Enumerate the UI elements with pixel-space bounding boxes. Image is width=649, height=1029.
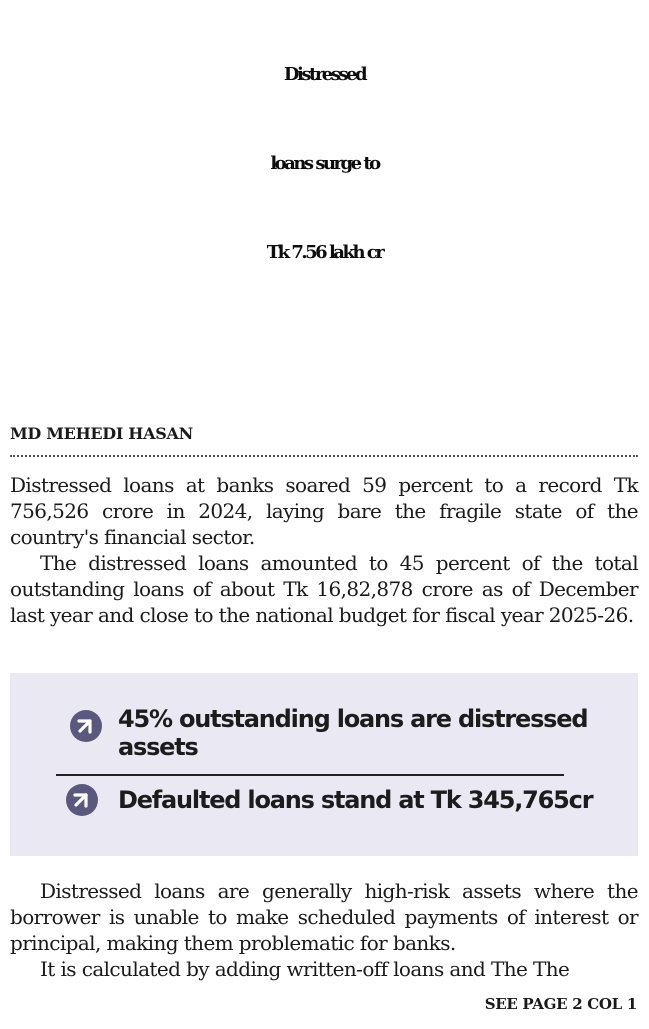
subheadline-line-1 — [0, 306, 649, 354]
body-paragraph-1: Distressed loans are generally high-risk assets where the borrower is unable to make scheduled payments of interest or principal, making them problematic for banks. — [10, 879, 638, 955]
intro-paragraph-2: The distressed loans amounted to 45 percent of the total outstanding loans of about Tk 16,82,878 crore as of December last year and close to the national budget for fiscal year 2025-26. — [10, 551, 638, 627]
body-text — [10, 878, 638, 982]
arrow-circle-icon — [66, 784, 98, 816]
intro-text — [10, 472, 638, 628]
highlight-divider — [56, 774, 564, 776]
byline: MD MEHEDI HASAN — [10, 424, 193, 443]
highlight-item-1: 45% outstanding loans are distressed assets — [118, 705, 588, 761]
highlights-box — [10, 673, 638, 856]
subheadline-line-2 — [0, 354, 649, 402]
body-paragraph-2: It is calculated by adding written-off loans and The The — [40, 957, 570, 981]
arrow-circle-icon — [70, 710, 102, 742]
highlight-item-2: Defaulted loans stand at Tk 345,765cr — [118, 786, 593, 814]
subheadline — [0, 306, 649, 402]
intro-paragraph-1: Distressed loans at banks soared 59 percent to a record Tk 756,526 crore in 2024, laying bare the fragile state of the country's financial sector. — [10, 473, 638, 549]
headline-line-2: loans surge to — [270, 153, 379, 174]
dotted-divider — [10, 455, 638, 457]
headline-line-1: Distressed — [283, 64, 366, 85]
continuation-note: SEE PAGE 2 COL 1 — [484, 995, 637, 1013]
headline — [0, 30, 649, 297]
headline-line-3: Tk 7.56 lakh cr — [266, 242, 383, 263]
